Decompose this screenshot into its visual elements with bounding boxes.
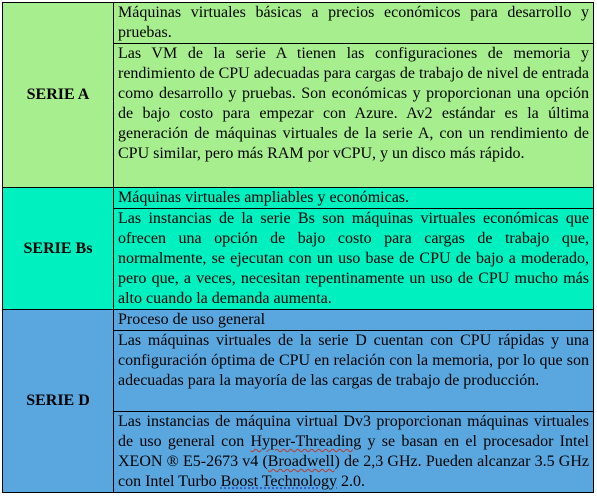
table-row xyxy=(3,188,594,209)
serie-bs-summary: Máquinas virtuales ampliables y económicas. xyxy=(114,188,594,209)
detail-text: Las instancias de máquina virtual Dv3 proporcionan máquinas virtuales de uso general con xyxy=(118,413,589,450)
detail-text: ) de 2,3 GHz. Pueden alcanzar 3.5 GHz con Intel Turbo xyxy=(118,453,589,490)
table-row xyxy=(3,3,594,44)
serie-a-summary: Máquinas virtuales básicas a precios económicos para desarrollo y pruebas. xyxy=(114,3,594,44)
serie-d-label: SERIE D xyxy=(3,310,114,493)
serie-d-detail-1: Las máquinas virtuales de la serie D cuentan con CPU rápidas y una configuración óptima de CPU en relación con la memoria, por lo que son adecuadas para la mayoría de las cargas de trabajo de producción. xyxy=(114,331,594,412)
broadwell-term: Broadwell xyxy=(267,453,335,470)
vm-series-table xyxy=(2,2,594,493)
serie-d-summary: Proceso de uso general xyxy=(114,310,594,331)
detail-text: 2.0. xyxy=(337,473,366,490)
serie-bs-detail: Las instancias de la serie Bs son máquinas virtuales económicas que ofrecen una opción de bajo costo para cargas de trabajo que, normalmente, se ejecutan con un uso base de CPU de bajo a moderado, pero que, a veces, necesitan repentinamente un uso de CPU mucho más alto cuando la demanda aumenta. xyxy=(114,209,594,310)
table-row xyxy=(3,310,594,331)
detail-text: y se basan en el procesador Intel XEON ® E5-2673 v4 ( xyxy=(118,433,589,470)
serie-d-detail-2 xyxy=(114,412,594,493)
serie-a-label: SERIE A xyxy=(3,3,114,188)
hyperthreading-term: Hyper-Threading xyxy=(250,433,362,450)
serie-a-detail: Las VM de la serie A tienen las configuraciones de memoria y rendimiento de CPU adecuadas para cargas de trabajo de nivel de entrada como desarrollo y pruebas. Son económicas y proporcionan una opción de bajo costo para empezar con Azure. Av2 estándar es la última generación de máquinas virtuales de la serie A, con un rendimiento de CPU similar, pero más RAM por vCPU, y un disco más rápido. xyxy=(114,44,594,188)
boost-technology-term: Boost Technology xyxy=(220,473,338,490)
serie-bs-label: SERIE Bs xyxy=(3,188,114,310)
